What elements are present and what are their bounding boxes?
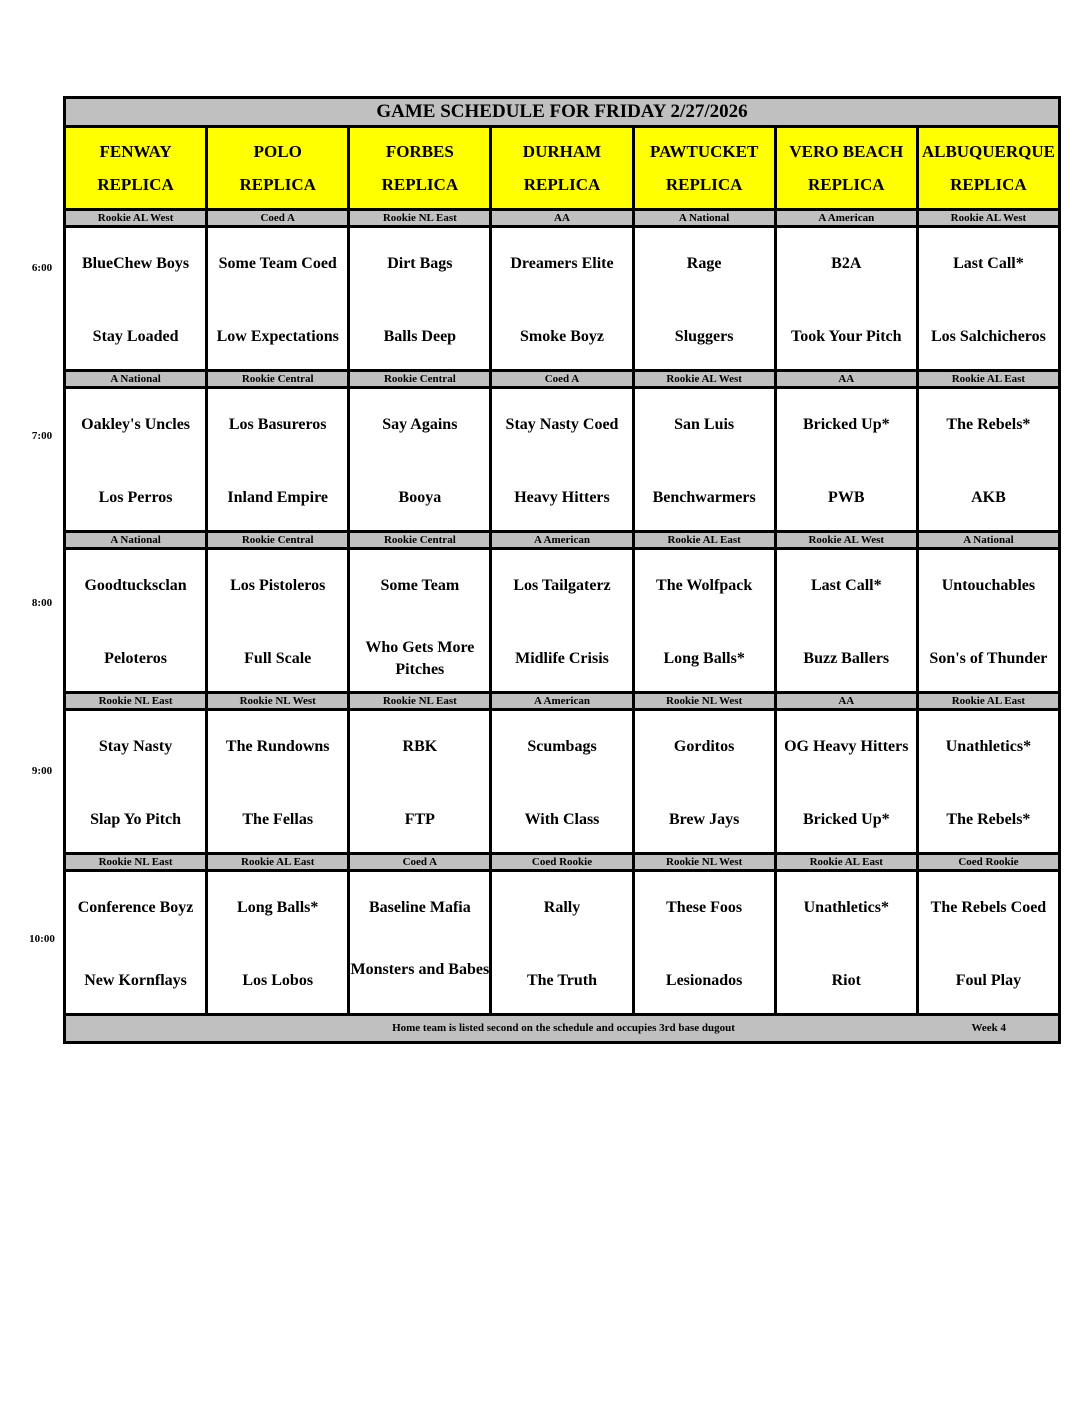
field-header	[349, 127, 491, 210]
title-row	[65, 98, 1060, 127]
game-cell-inner	[777, 872, 916, 1013]
time-label: 9:00	[31, 765, 53, 778]
game-cell-inner	[777, 711, 916, 852]
game-cell-inner	[492, 550, 631, 691]
away-team: Bricked Up*	[802, 416, 890, 433]
away-team: The Rebels Coed	[930, 899, 1047, 916]
away-team: Unathletics*	[945, 738, 1032, 755]
field-sub: REPLICA	[381, 175, 459, 194]
field-header	[633, 127, 775, 210]
game-cell-inner	[919, 872, 1058, 1013]
away-team: The Wolfpack	[656, 577, 753, 594]
field-header-row	[65, 127, 1060, 210]
field-name: VERO BEACH	[789, 142, 904, 161]
game-cell-inner	[208, 228, 347, 369]
game-cell	[491, 549, 633, 693]
away-team: OG Heavy Hitters	[784, 738, 909, 755]
home-team: Low Expectations	[216, 328, 339, 345]
game-cell-inner	[492, 389, 631, 530]
game-cell	[207, 227, 349, 371]
away-team: Rally	[543, 899, 581, 916]
game-cell-inner	[492, 711, 631, 852]
division-label: Rookie AL West	[633, 371, 775, 388]
home-team: PWB	[828, 489, 865, 506]
game-cell	[633, 549, 775, 693]
game-row	[65, 549, 1060, 693]
division-label: A National	[633, 210, 775, 227]
game-cell-inner	[66, 550, 205, 691]
division-label: Rookie AL West	[65, 210, 207, 227]
division-label: Rookie Central	[207, 532, 349, 549]
field-sub: REPLICA	[808, 175, 885, 194]
division-row	[65, 532, 1060, 549]
game-cell-inner	[492, 872, 631, 1013]
game-cell	[633, 388, 775, 532]
division-label: Rookie NL East	[65, 854, 207, 871]
game-cell	[65, 388, 207, 532]
division-label: Rookie AL East	[775, 854, 917, 871]
home-team: The Truth	[526, 972, 598, 989]
division-label: Rookie NL East	[349, 210, 491, 227]
game-cell	[65, 710, 207, 854]
division-label: Rookie NL East	[65, 693, 207, 710]
home-team: Peloteros	[104, 650, 167, 667]
field-sub: REPLICA	[523, 175, 601, 194]
division-label: A National	[65, 371, 207, 388]
game-row	[65, 227, 1060, 371]
game-cell	[775, 227, 917, 371]
game-cell	[349, 871, 491, 1015]
game-cell-inner	[492, 228, 631, 369]
home-team: FTP	[404, 811, 435, 828]
home-team: Son's of Thunder	[929, 650, 1048, 667]
away-team: Long Balls*	[237, 899, 319, 916]
division-label: Rookie NL West	[633, 854, 775, 871]
game-cell-inner	[66, 711, 205, 852]
game-cell	[207, 710, 349, 854]
game-cell-inner	[919, 711, 1058, 852]
division-label: Rookie AL East	[207, 854, 349, 871]
field-name: POLO	[253, 142, 302, 161]
footer-cell	[65, 1015, 1060, 1043]
game-cell	[65, 227, 207, 371]
home-team: Heavy Hitters	[514, 489, 610, 506]
game-cell	[491, 710, 633, 854]
home-team: Bricked Up*	[802, 811, 890, 828]
game-row	[65, 388, 1060, 532]
division-label: A American	[491, 532, 633, 549]
away-team: Untouchables	[941, 577, 1036, 594]
division-label: Coed A	[491, 371, 633, 388]
game-cell	[917, 871, 1059, 1015]
home-team: Sluggers	[674, 328, 734, 345]
field-name: ALBUQUERQUE	[921, 142, 1056, 161]
field-sub: REPLICA	[950, 175, 1027, 194]
away-team: Say Agains	[382, 416, 458, 433]
game-cell	[775, 388, 917, 532]
field-header	[491, 127, 633, 210]
away-team: Dirt Bags	[387, 255, 453, 272]
division-label: Rookie AL East	[633, 532, 775, 549]
footer-note: Home team is listed second on the schedule and occupies 3rd base dugout	[392, 1022, 735, 1034]
home-team: Booya	[398, 489, 442, 506]
game-cell-inner	[350, 711, 489, 852]
game-cell	[349, 227, 491, 371]
home-team: Inland Empire	[227, 489, 329, 506]
away-team: The Rundowns	[225, 738, 330, 755]
game-cell-inner	[208, 550, 347, 691]
away-team: B2A	[831, 255, 862, 272]
away-team: Last Call*	[810, 577, 882, 594]
schedule-title: GAME SCHEDULE FOR FRIDAY 2/27/2026	[65, 98, 1060, 127]
footer-inner	[66, 1016, 1058, 1041]
away-team: San Luis	[674, 416, 735, 433]
game-cell	[491, 227, 633, 371]
away-team: Conference Boyz	[77, 899, 194, 916]
away-team: Oakley's Uncles	[81, 416, 191, 433]
away-team: Unathletics*	[803, 899, 889, 916]
home-team: Balls Deep	[383, 328, 457, 345]
division-label: AA	[775, 371, 917, 388]
game-cell-inner	[350, 872, 489, 1013]
game-cell	[917, 227, 1059, 371]
home-team: Smoke Boyz	[519, 328, 604, 345]
game-cell-inner	[919, 389, 1058, 530]
home-team: Full Scale	[244, 650, 312, 667]
away-team: Stay Nasty	[98, 738, 173, 755]
home-team: Riot	[831, 972, 861, 989]
home-team: Midlife Crisis	[515, 650, 609, 667]
game-cell	[207, 549, 349, 693]
game-cell-inner	[635, 550, 774, 691]
division-label: A American	[491, 693, 633, 710]
division-label: Rookie AL East	[917, 693, 1059, 710]
away-team: Stay Nasty Coed	[505, 416, 619, 433]
division-row	[65, 210, 1060, 227]
game-cell-inner	[350, 228, 489, 369]
field-header	[65, 127, 207, 210]
division-label: A American	[775, 210, 917, 227]
away-team: These Foos	[666, 899, 743, 916]
home-team: The Rebels*	[946, 811, 1031, 828]
division-label: Rookie Central	[349, 532, 491, 549]
game-cell	[65, 871, 207, 1015]
home-team: Los Salchicheros	[931, 328, 1046, 345]
game-cell-inner	[777, 389, 916, 530]
game-cell-inner	[635, 711, 774, 852]
division-label: Rookie AL West	[775, 532, 917, 549]
home-team: Los Perros	[98, 489, 173, 506]
home-team: Brew Jays	[668, 811, 740, 828]
game-cell-inner	[777, 228, 916, 369]
home-team: The Fellas	[242, 811, 314, 828]
field-name: FORBES	[385, 142, 454, 161]
home-team: Benchwarmers	[652, 489, 756, 506]
home-team: With Class	[524, 811, 600, 828]
away-team: Goodtucksclan	[84, 577, 187, 594]
division-label: Rookie NL West	[207, 693, 349, 710]
away-team: Los Pistoleros	[230, 577, 326, 594]
time-label: 10:00	[29, 932, 55, 945]
game-cell	[491, 388, 633, 532]
away-team: Scumbags	[527, 738, 597, 755]
home-team: Los Lobos	[242, 972, 314, 989]
away-team: RBK	[402, 738, 438, 755]
game-cell	[633, 227, 775, 371]
game-cell-inner	[208, 389, 347, 530]
field-sub: REPLICA	[239, 175, 316, 194]
game-cell-inner	[635, 872, 774, 1013]
field-name: DURHAM	[522, 142, 602, 161]
away-team: Baseline Mafia	[368, 899, 471, 916]
game-cell	[775, 549, 917, 693]
game-cell-inner	[66, 228, 205, 369]
division-label: Rookie NL West	[633, 693, 775, 710]
game-cell	[633, 710, 775, 854]
game-cell-inner	[66, 872, 205, 1013]
game-cell	[349, 388, 491, 532]
game-cell	[775, 871, 917, 1015]
home-team: Buzz Ballers	[803, 650, 890, 667]
away-team: Some Team Coed	[218, 255, 337, 272]
game-cell	[917, 388, 1059, 532]
game-row	[65, 871, 1060, 1015]
division-label: Coed A	[207, 210, 349, 227]
home-team: Foul Play	[955, 972, 1022, 989]
game-cell-inner	[635, 228, 774, 369]
game-row	[65, 710, 1060, 854]
away-team: Some Team	[380, 577, 460, 594]
field-header	[775, 127, 917, 210]
game-cell-inner	[777, 550, 916, 691]
division-label: A National	[65, 532, 207, 549]
game-cell	[917, 549, 1059, 693]
time-label: 6:00	[31, 262, 53, 274]
time-label: 7:00	[31, 429, 53, 442]
game-cell-inner	[350, 550, 489, 691]
schedule-table	[63, 96, 1061, 1044]
game-cell-inner	[919, 228, 1058, 369]
division-label: Rookie NL East	[349, 693, 491, 710]
home-team: Monsters and Babes	[350, 961, 490, 978]
home-team: Long Balls*	[663, 650, 745, 667]
field-header	[207, 127, 349, 210]
game-cell	[207, 388, 349, 532]
field-name: FENWAY	[99, 142, 172, 161]
away-team: Gorditos	[673, 738, 735, 755]
field-name: PAWTUCKET	[649, 142, 759, 161]
division-label: Coed Rookie	[491, 854, 633, 871]
home-team: Stay Loaded	[92, 328, 179, 345]
division-label: Coed Rookie	[917, 854, 1059, 871]
footer-row	[65, 1015, 1060, 1043]
away-team: Los Basureros	[228, 416, 327, 433]
home-team: Slap Yo Pitch	[90, 811, 182, 828]
game-cell	[633, 871, 775, 1015]
home-team: Took Your Pitch	[791, 328, 902, 345]
away-team: Rage	[686, 255, 722, 272]
game-cell	[775, 710, 917, 854]
home-team: Who Gets More Pitches	[365, 639, 475, 678]
game-cell-inner	[208, 872, 347, 1013]
game-cell	[349, 549, 491, 693]
game-cell	[917, 710, 1059, 854]
game-cell-inner	[919, 550, 1058, 691]
field-sub: REPLICA	[665, 175, 743, 194]
away-team: Dreamers Elite	[510, 255, 614, 272]
away-team: The Rebels*	[946, 416, 1031, 433]
division-label: Rookie AL West	[917, 210, 1059, 227]
division-label: Rookie Central	[207, 371, 349, 388]
game-cell-inner	[350, 389, 489, 530]
division-label: AA	[491, 210, 633, 227]
division-label: AA	[775, 693, 917, 710]
division-row	[65, 693, 1060, 710]
game-cell	[349, 710, 491, 854]
time-label: 8:00	[31, 597, 53, 610]
division-label: Rookie AL East	[917, 371, 1059, 388]
away-team: Last Call*	[953, 255, 1024, 272]
away-team: BlueChew Boys	[82, 255, 190, 272]
week-label: Week 4	[971, 1022, 1006, 1034]
away-team: Los Tailgaterz	[513, 577, 611, 594]
game-cell-inner	[66, 389, 205, 530]
division-row	[65, 371, 1060, 388]
home-team: Lesionados	[665, 972, 743, 989]
home-team: AKB	[971, 489, 1006, 506]
division-row	[65, 854, 1060, 871]
division-label: Coed A	[349, 854, 491, 871]
game-cell	[491, 871, 633, 1015]
field-sub: REPLICA	[97, 175, 174, 194]
game-cell-inner	[635, 389, 774, 530]
division-label: A National	[917, 532, 1059, 549]
game-cell-inner	[208, 711, 347, 852]
field-header	[917, 127, 1059, 210]
division-label: Rookie Central	[349, 371, 491, 388]
home-team: New Kornflays	[84, 972, 187, 989]
game-cell	[65, 549, 207, 693]
game-cell	[207, 871, 349, 1015]
